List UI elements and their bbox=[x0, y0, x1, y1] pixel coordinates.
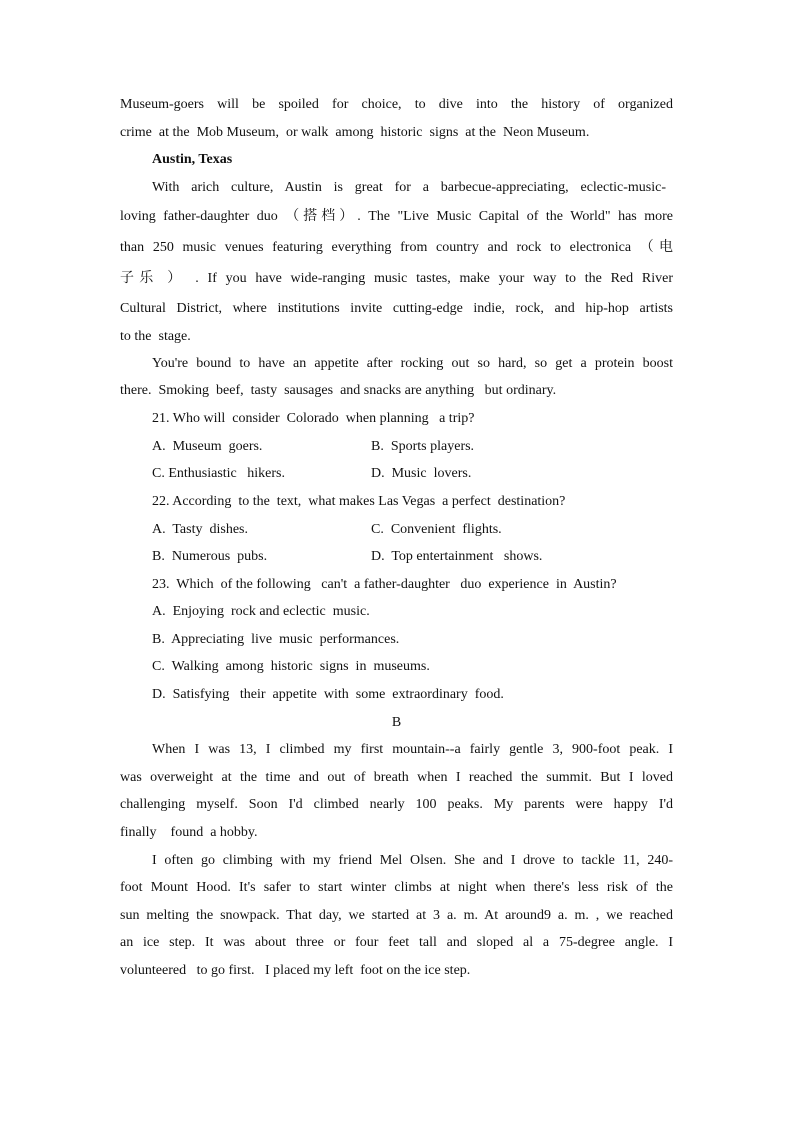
section-b-para2-line-3: sun melting the snowpack. That day, we started at 3 a. m. At around9 a. m. , we reached bbox=[120, 908, 673, 923]
austin-paragraph-line-6: to the stage. bbox=[120, 329, 191, 344]
austin-paragraph-line-2: loving father-daughter duo （搭档）. The "Live Music Capital of the World" has more bbox=[120, 209, 673, 224]
question-22-stem: 22. According to the text, what makes Las Vegas a perfect destination? bbox=[152, 494, 566, 509]
question-22-option-c: C. Convenient flights. bbox=[371, 522, 502, 537]
question-23-option-b: B. Appreciating live music performances. bbox=[152, 632, 400, 647]
question-21-stem: 21. Who will consider Colorado when planning a trip? bbox=[152, 411, 475, 426]
section-b-para1-line-2: was overweight at the time and out of breath when I reached the summit. But I loved bbox=[120, 770, 673, 785]
question-23-stem: 23. Which of the following can't a father-daughter duo experience in Austin? bbox=[152, 577, 617, 592]
appetite-paragraph-line-1: You're bound to have an appetite after rocking out so hard, so get a protein boost bbox=[152, 356, 673, 371]
museum-paragraph-line-1: Museum-goers will be spoiled for choice, to dive into the history of organized bbox=[120, 97, 673, 112]
question-22-option-d: D. Top entertainment shows. bbox=[371, 549, 543, 564]
appetite-paragraph-line-2: there. Smoking beef, tasty sausages and snacks are anything but ordinary. bbox=[120, 383, 557, 398]
question-22-option-b: B. Numerous pubs. bbox=[152, 549, 268, 564]
section-b-para1-line-3: challenging myself. Soon I'd climbed nearly 100 peaks. My parents were happy I'd bbox=[120, 797, 673, 812]
section-b-para1-line-1: When I was 13, I climbed my first mountain--a fairly gentle 3, 900-foot peak. I bbox=[152, 742, 673, 757]
austin-heading: Austin, Texas bbox=[152, 152, 233, 167]
question-21-option-b: B. Sports players. bbox=[371, 439, 475, 454]
austin-paragraph-line-3: than 250 music venues featuring everything from country and rock to electronica （电 bbox=[120, 240, 673, 255]
museum-paragraph-line-2: crime at the Mob Museum, or walk among historic signs at the Neon Museum. bbox=[120, 125, 590, 140]
question-21-option-a: A. Museum goers. bbox=[152, 439, 263, 454]
question-23-option-a: A. Enjoying rock and eclectic music. bbox=[152, 604, 370, 619]
austin-paragraph-line-1: With arich culture, Austin is great for a barbecue-appreciating, eclectic-music- bbox=[152, 180, 666, 195]
question-21-option-d: D. Music lovers. bbox=[371, 466, 472, 481]
section-b-para2-line-5: volunteered to go first. I placed my left foot on the ice step. bbox=[120, 963, 471, 978]
austin-paragraph-line-5: Cultural District, where institutions invite cutting-edge indie, rock, and hip-hop artists bbox=[120, 301, 673, 316]
section-b-para1-line-4: finally found a hobby. bbox=[120, 825, 258, 840]
question-23-option-c: C. Walking among historic signs in museums. bbox=[152, 659, 430, 674]
austin-paragraph-line-4: 子乐 ） . If you have wide-ranging music tastes, make your way to the Red River bbox=[120, 271, 673, 286]
question-21-option-c: C. Enthusiastic hikers. bbox=[152, 466, 285, 481]
section-b-para2-line-4: an ice step. It was about three or four feet tall and sloped al a 75-degree angle. I bbox=[120, 935, 673, 950]
section-b-para2-line-1: I often go climbing with my friend Mel Olsen. She and I drove to tackle 11, 240- bbox=[152, 853, 673, 868]
question-23-option-d: D. Satisfying their appetite with some extraordinary food. bbox=[152, 687, 504, 702]
section-b-para2-line-2: foot Mount Hood. It's safer to start winter climbs at night when there's less risk of the bbox=[120, 880, 673, 895]
question-22-option-a: A. Tasty dishes. bbox=[152, 522, 248, 537]
section-b-label: B bbox=[391, 715, 402, 730]
